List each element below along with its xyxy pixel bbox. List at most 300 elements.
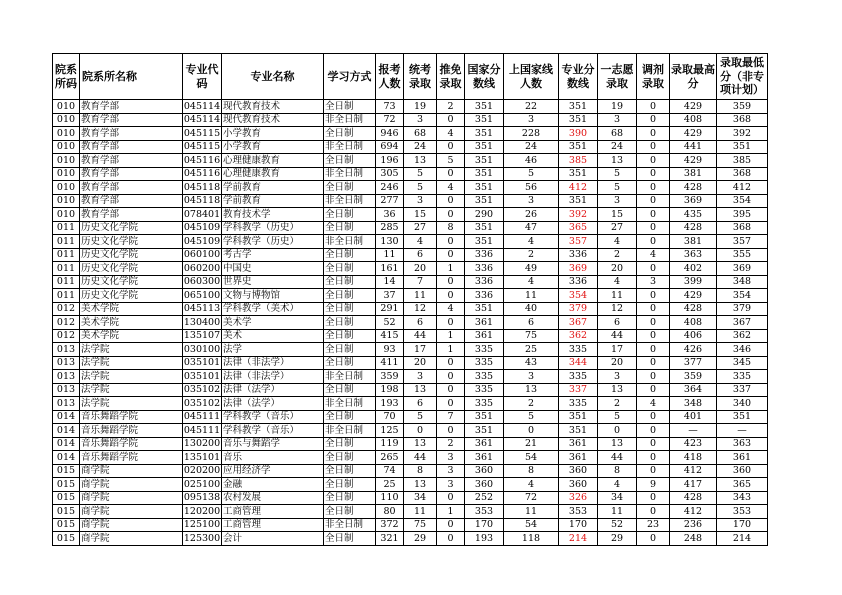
- cell-major-name: 小学教育: [222, 127, 324, 141]
- cell-above-national: 46: [504, 154, 559, 168]
- cell-national-line: 336: [465, 248, 504, 262]
- cell-min-score: 392: [717, 127, 768, 141]
- cell-exam-admitted: 20: [404, 262, 437, 276]
- cell-above-national: 3: [504, 370, 559, 384]
- cell-major-code: 130200: [183, 438, 221, 449]
- cell-adjusted: 0: [637, 127, 670, 141]
- cell-study-mode: 全日制: [324, 248, 376, 262]
- cell-applicants: 196: [376, 154, 404, 168]
- cell-major-line: 361: [559, 437, 598, 451]
- cell-dept-name: 教育学部: [80, 140, 183, 154]
- cell-min-score: 170: [717, 518, 768, 532]
- cell-exam-admitted: 13: [404, 383, 437, 397]
- cell-exempt-admitted: 1: [437, 262, 465, 276]
- cell-major-line: 336: [559, 275, 598, 289]
- cell-dept-name: 法学院: [80, 397, 183, 411]
- cell-min-score: 351: [717, 410, 768, 424]
- cell-first-choice: 2: [598, 248, 637, 262]
- cell-major-code: 135107: [183, 330, 221, 341]
- cell-dept-code: 013: [53, 370, 80, 384]
- cell-major-line: 351: [559, 410, 598, 424]
- cell-adjusted: 0: [637, 154, 670, 168]
- cell-applicants: 11: [376, 248, 404, 262]
- cell-exempt-admitted: 7: [437, 410, 465, 424]
- cell-max-score: 364: [670, 383, 717, 397]
- cell-min-score: 365: [717, 478, 768, 492]
- cell-above-national: 5: [504, 167, 559, 181]
- cell-dept-code: 011: [53, 235, 80, 249]
- cell-major-name: 学科教学（美术）: [222, 302, 324, 316]
- cell-major-name: 世界史: [222, 275, 324, 289]
- cell-exempt-admitted: 2: [437, 437, 465, 451]
- cell-above-national: 40: [504, 302, 559, 316]
- cell-exam-admitted: 3: [404, 194, 437, 208]
- cell-exam-admitted: 12: [404, 302, 437, 316]
- cell-first-choice: 4: [598, 478, 637, 492]
- table-row: [53, 356, 768, 370]
- cell-dept-code: 011: [53, 262, 80, 276]
- cell-exempt-admitted: 1: [437, 343, 465, 357]
- cell-major-code: 035102: [183, 384, 221, 395]
- cell-exempt-admitted: 4: [437, 181, 465, 195]
- cell-dept-code: 015: [53, 464, 80, 478]
- cell-dept-name: 法学院: [80, 370, 183, 384]
- cell-adjusted: 4: [637, 248, 670, 262]
- cell-first-choice: 17: [598, 343, 637, 357]
- table-row: [53, 248, 768, 262]
- table-row: [53, 221, 768, 235]
- cell-applicants: 125: [376, 424, 404, 438]
- table-row: [53, 167, 768, 181]
- cell-applicants: 52: [376, 316, 404, 330]
- cell-national-line: 351: [465, 194, 504, 208]
- cell-first-choice: 4: [598, 235, 637, 249]
- cell-dept-name: 教育学部: [80, 194, 183, 208]
- cell-major-code: 045115: [183, 141, 221, 152]
- cell-dept-name: 教育学部: [80, 100, 183, 114]
- cell-adjusted: 3: [637, 275, 670, 289]
- table-row: [53, 262, 768, 276]
- table-row: [53, 329, 768, 343]
- cell-adjusted: 9: [637, 478, 670, 492]
- cell-national-line: 335: [465, 356, 504, 370]
- cell-exam-admitted: 24: [404, 140, 437, 154]
- cell-adjusted: 4: [637, 397, 670, 411]
- cell-national-line: 360: [465, 464, 504, 478]
- cell-exam-admitted: 0: [404, 424, 437, 438]
- cell-above-national: 6: [504, 316, 559, 330]
- cell-dept-code: 015: [53, 532, 80, 546]
- cell-major-name: 文物与博物馆: [222, 289, 324, 303]
- cell-first-choice: 12: [598, 302, 637, 316]
- cell-applicants: 37: [376, 289, 404, 303]
- cell-adjusted: 0: [637, 383, 670, 397]
- cell-min-score: 368: [717, 167, 768, 181]
- cell-study-mode: 全日制: [324, 356, 376, 370]
- cell-dept-name: 历史文化学院: [80, 248, 183, 262]
- cell-major-code: 035101: [183, 370, 221, 382]
- cell-national-line: 361: [465, 329, 504, 343]
- cell-major-code: 035102: [183, 397, 221, 409]
- cell-exempt-admitted: 0: [437, 275, 465, 289]
- cell-exempt-admitted: 0: [437, 491, 465, 505]
- cell-applicants: 130: [376, 235, 404, 249]
- cell-major-name: 学科教学（历史）: [222, 221, 324, 235]
- cell-major-line: 351: [559, 424, 598, 438]
- cell-max-score: 401: [670, 410, 717, 424]
- cell-dept-name: 商学院: [80, 464, 183, 478]
- cell-dept-name: 商学院: [80, 532, 183, 546]
- cell-major-name: 小学教育: [222, 140, 324, 154]
- cell-exempt-admitted: 0: [437, 316, 465, 330]
- cell-exam-admitted: 8: [404, 464, 437, 478]
- table-row: [53, 397, 768, 411]
- cell-major-line: 360: [559, 478, 598, 492]
- cell-exam-admitted: 3: [404, 113, 437, 127]
- cell-min-score: 368: [717, 113, 768, 127]
- cell-dept-name: 教育学部: [80, 167, 183, 181]
- cell-exam-admitted: 5: [404, 167, 437, 181]
- cell-adjusted: 0: [637, 289, 670, 303]
- cell-adjusted: 0: [637, 532, 670, 546]
- cell-exempt-admitted: 3: [437, 451, 465, 465]
- cell-adjusted: 0: [637, 410, 670, 424]
- cell-dept-code: 013: [53, 397, 80, 411]
- header-row: [53, 54, 768, 100]
- cell-exam-admitted: 13: [404, 478, 437, 492]
- cell-dept-name: 教育学部: [80, 127, 183, 141]
- cell-major-line: 412: [559, 181, 598, 195]
- cell-study-mode: 非全日制: [324, 194, 376, 208]
- cell-dept-name: 历史文化学院: [80, 235, 183, 249]
- cell-major-name: 应用经济学: [222, 464, 324, 478]
- cell-major-code: 020200: [183, 465, 221, 476]
- cell-dept-name: 教育学部: [80, 181, 183, 195]
- cell-major-code: 035101: [183, 357, 221, 368]
- cell-study-mode: 全日制: [324, 532, 376, 546]
- cell-applicants: 277: [376, 194, 404, 208]
- table-row: [53, 154, 768, 168]
- cell-national-line: 351: [465, 424, 504, 438]
- cell-major-line: 170: [559, 518, 598, 532]
- cell-major-name: 心理健康教育: [222, 154, 324, 168]
- cell-dept-code: 010: [53, 167, 80, 181]
- cell-major-name: 工商管理: [222, 518, 324, 532]
- cell-major-code: 045114: [183, 100, 221, 112]
- cell-applicants: 119: [376, 437, 404, 451]
- cell-min-score: 361: [717, 451, 768, 465]
- cell-study-mode: 非全日制: [324, 370, 376, 384]
- table-row: [53, 505, 768, 519]
- cell-major-name: 中国史: [222, 262, 324, 276]
- cell-national-line: 351: [465, 140, 504, 154]
- cell-exempt-admitted: 0: [437, 532, 465, 546]
- cell-major-line: 357: [559, 235, 598, 249]
- cell-above-national: 11: [504, 289, 559, 303]
- cell-major-line: 335: [559, 343, 598, 357]
- cell-exam-admitted: 44: [404, 329, 437, 343]
- cell-exam-admitted: 4: [404, 235, 437, 249]
- cell-max-score: 381: [670, 235, 717, 249]
- cell-study-mode: 非全日制: [324, 140, 376, 154]
- cell-major-line: 392: [559, 208, 598, 222]
- cell-dept-code: 015: [53, 518, 80, 532]
- cell-max-score: 406: [670, 329, 717, 343]
- cell-dept-name: 教育学部: [80, 154, 183, 168]
- cell-applicants: 14: [376, 275, 404, 289]
- cell-national-line: 361: [465, 451, 504, 465]
- cell-dept-code: 010: [53, 127, 80, 141]
- cell-above-national: 228: [504, 127, 559, 141]
- cell-national-line: 170: [465, 518, 504, 532]
- cell-exam-admitted: 27: [404, 221, 437, 235]
- cell-min-score: 385: [717, 154, 768, 168]
- cell-study-mode: 全日制: [324, 478, 376, 492]
- cell-major-name: 学科教学（历史）: [222, 235, 324, 249]
- cell-national-line: 351: [465, 113, 504, 127]
- cell-min-score: —: [717, 424, 768, 438]
- cell-exempt-admitted: 0: [437, 424, 465, 438]
- cell-max-score: 408: [670, 316, 717, 330]
- cell-adjusted: 0: [637, 208, 670, 222]
- cell-first-choice: 13: [598, 154, 637, 168]
- cell-max-score: 441: [670, 140, 717, 154]
- cell-max-score: 429: [670, 100, 717, 114]
- cell-dept-code: 014: [53, 410, 80, 424]
- cell-exempt-admitted: 0: [437, 167, 465, 181]
- cell-dept-code: 011: [53, 275, 80, 289]
- cell-study-mode: 全日制: [324, 491, 376, 505]
- cell-dept-name: 音乐舞蹈学院: [80, 451, 183, 465]
- cell-major-code: 045118: [183, 195, 221, 206]
- cell-exempt-admitted: 0: [437, 208, 465, 222]
- cell-above-national: 24: [504, 140, 559, 154]
- cell-max-score: 428: [670, 491, 717, 505]
- cell-applicants: 305: [376, 167, 404, 181]
- cell-dept-name: 商学院: [80, 505, 183, 519]
- cell-major-line: 351: [559, 194, 598, 208]
- admission-table: [52, 53, 768, 546]
- table-row: [53, 478, 768, 492]
- cell-dept-code: 010: [53, 113, 80, 127]
- cell-max-score: 369: [670, 194, 717, 208]
- header-study-mode: 学习方式: [324, 54, 376, 100]
- cell-dept-code: 015: [53, 505, 80, 519]
- cell-major-line: 337: [559, 383, 598, 397]
- cell-exempt-admitted: 0: [437, 356, 465, 370]
- cell-min-score: 368: [717, 221, 768, 235]
- cell-major-name: 学科教学（音乐）: [222, 424, 324, 438]
- cell-national-line: 336: [465, 262, 504, 276]
- cell-major-line: 336: [559, 248, 598, 262]
- cell-applicants: 74: [376, 464, 404, 478]
- cell-exempt-admitted: 0: [437, 113, 465, 127]
- cell-above-national: 3: [504, 194, 559, 208]
- cell-dept-code: 014: [53, 424, 80, 438]
- cell-applicants: 161: [376, 262, 404, 276]
- cell-exam-admitted: 6: [404, 316, 437, 330]
- table-row: [53, 491, 768, 505]
- header-exam-admitted: 统考录取: [404, 54, 437, 100]
- cell-study-mode: 全日制: [324, 275, 376, 289]
- cell-major-name: 学前教育: [222, 181, 324, 195]
- cell-first-choice: 5: [598, 181, 637, 195]
- cell-dept-code: 014: [53, 451, 80, 465]
- cell-dept-code: 013: [53, 356, 80, 370]
- cell-exempt-admitted: 5: [437, 154, 465, 168]
- cell-dept-code: 012: [53, 302, 80, 316]
- cell-major-name: 农村发展: [222, 491, 324, 505]
- cell-major-name: 学前教育: [222, 194, 324, 208]
- cell-major-line: 344: [559, 356, 598, 370]
- cell-major-name: 美术: [222, 329, 324, 343]
- cell-first-choice: 0: [598, 424, 637, 438]
- cell-max-score: 359: [670, 370, 717, 384]
- cell-max-score: 377: [670, 356, 717, 370]
- table-row: [53, 424, 768, 438]
- cell-first-choice: 13: [598, 383, 637, 397]
- cell-adjusted: 0: [637, 100, 670, 114]
- cell-above-national: 75: [504, 329, 559, 343]
- table-row: [53, 208, 768, 222]
- cell-above-national: 4: [504, 235, 559, 249]
- cell-above-national: 47: [504, 221, 559, 235]
- cell-applicants: 285: [376, 221, 404, 235]
- cell-max-score: 381: [670, 167, 717, 181]
- cell-exam-admitted: 19: [404, 100, 437, 114]
- table-row: [53, 181, 768, 195]
- cell-major-name: 学科教学（音乐）: [222, 410, 324, 424]
- cell-exempt-admitted: 4: [437, 127, 465, 141]
- cell-major-line: 354: [559, 289, 598, 303]
- cell-dept-name: 教育学部: [80, 113, 183, 127]
- table-body: [53, 100, 768, 546]
- cell-first-choice: 4: [598, 275, 637, 289]
- cell-adjusted: 0: [637, 464, 670, 478]
- cell-study-mode: 全日制: [324, 262, 376, 276]
- cell-max-score: 412: [670, 464, 717, 478]
- cell-exempt-admitted: 0: [437, 383, 465, 397]
- cell-exam-admitted: 11: [404, 505, 437, 519]
- cell-first-choice: 8: [598, 464, 637, 478]
- cell-dept-code: 010: [53, 194, 80, 208]
- cell-applicants: 93: [376, 343, 404, 357]
- cell-study-mode: 全日制: [324, 289, 376, 303]
- cell-applicants: 110: [376, 491, 404, 505]
- cell-exam-admitted: 20: [404, 356, 437, 370]
- cell-adjusted: 0: [637, 221, 670, 235]
- cell-above-national: 2: [504, 397, 559, 411]
- cell-exempt-admitted: 8: [437, 221, 465, 235]
- cell-above-national: 4: [504, 275, 559, 289]
- cell-above-national: 11: [504, 505, 559, 519]
- cell-min-score: 335: [717, 370, 768, 384]
- cell-exempt-admitted: 0: [437, 370, 465, 384]
- cell-major-line: 351: [559, 167, 598, 181]
- cell-first-choice: 3: [598, 194, 637, 208]
- cell-exam-admitted: 11: [404, 289, 437, 303]
- cell-dept-code: 010: [53, 208, 80, 222]
- cell-major-name: 音乐: [222, 451, 324, 465]
- cell-national-line: 336: [465, 289, 504, 303]
- cell-first-choice: 3: [598, 370, 637, 384]
- cell-above-national: 22: [504, 100, 559, 114]
- cell-exam-admitted: 6: [404, 397, 437, 411]
- cell-major-code: 045115: [183, 127, 221, 139]
- header-first-choice: 一志愿录取: [598, 54, 637, 100]
- cell-adjusted: 0: [637, 356, 670, 370]
- cell-max-score: 429: [670, 289, 717, 303]
- cell-first-choice: 13: [598, 437, 637, 451]
- cell-major-line: 351: [559, 140, 598, 154]
- cell-dept-name: 美术学院: [80, 316, 183, 330]
- cell-major-code: 025100: [183, 478, 221, 490]
- cell-above-national: 49: [504, 262, 559, 276]
- cell-major-code: 060200: [183, 262, 221, 274]
- table-row: [53, 289, 768, 303]
- cell-max-score: 248: [670, 532, 717, 546]
- cell-major-line: 385: [559, 154, 598, 168]
- cell-major-name: 法律（法学）: [222, 383, 324, 397]
- cell-max-score: 399: [670, 275, 717, 289]
- cell-national-line: 351: [465, 181, 504, 195]
- cell-exempt-admitted: 0: [437, 194, 465, 208]
- cell-min-score: 346: [717, 343, 768, 357]
- cell-dept-code: 015: [53, 491, 80, 505]
- cell-max-score: 429: [670, 127, 717, 141]
- cell-exam-admitted: 3: [404, 370, 437, 384]
- table-row: [53, 343, 768, 357]
- cell-major-line: 360: [559, 464, 598, 478]
- header-max-score: 录取最高分: [670, 54, 717, 100]
- cell-major-code: 060100: [183, 249, 221, 260]
- cell-above-national: 54: [504, 451, 559, 465]
- cell-first-choice: 27: [598, 221, 637, 235]
- cell-first-choice: 11: [598, 505, 637, 519]
- cell-adjusted: 0: [637, 329, 670, 343]
- cell-min-score: 340: [717, 397, 768, 411]
- cell-first-choice: 29: [598, 532, 637, 546]
- cell-min-score: 412: [717, 181, 768, 195]
- cell-exam-admitted: 15: [404, 208, 437, 222]
- cell-min-score: 395: [717, 208, 768, 222]
- cell-major-name: 法律（非法学）: [222, 356, 324, 370]
- cell-dept-name: 历史文化学院: [80, 289, 183, 303]
- cell-major-name: 考古学: [222, 248, 324, 262]
- cell-major-name: 现代教育技术: [222, 100, 324, 114]
- cell-major-code: 120200: [183, 505, 221, 517]
- cell-major-code: 030100: [183, 343, 221, 355]
- cell-min-score: 355: [717, 248, 768, 262]
- cell-major-code: 045113: [183, 303, 221, 314]
- cell-applicants: 415: [376, 329, 404, 343]
- cell-major-line: 369: [559, 262, 598, 276]
- cell-exempt-admitted: 2: [437, 100, 465, 114]
- cell-national-line: 335: [465, 397, 504, 411]
- cell-min-score: 359: [717, 100, 768, 114]
- cell-dept-name: 教育学部: [80, 208, 183, 222]
- cell-exempt-admitted: 1: [437, 505, 465, 519]
- table-row: [53, 302, 768, 316]
- cell-applicants: 72: [376, 113, 404, 127]
- header-applicants: 报考人数: [376, 54, 404, 100]
- cell-study-mode: 非全日制: [324, 397, 376, 411]
- table-row: [53, 316, 768, 330]
- cell-major-name: 心理健康教育: [222, 167, 324, 181]
- cell-study-mode: 全日制: [324, 100, 376, 114]
- cell-major-name: 音乐与舞蹈学: [222, 437, 324, 451]
- cell-dept-name: 美术学院: [80, 329, 183, 343]
